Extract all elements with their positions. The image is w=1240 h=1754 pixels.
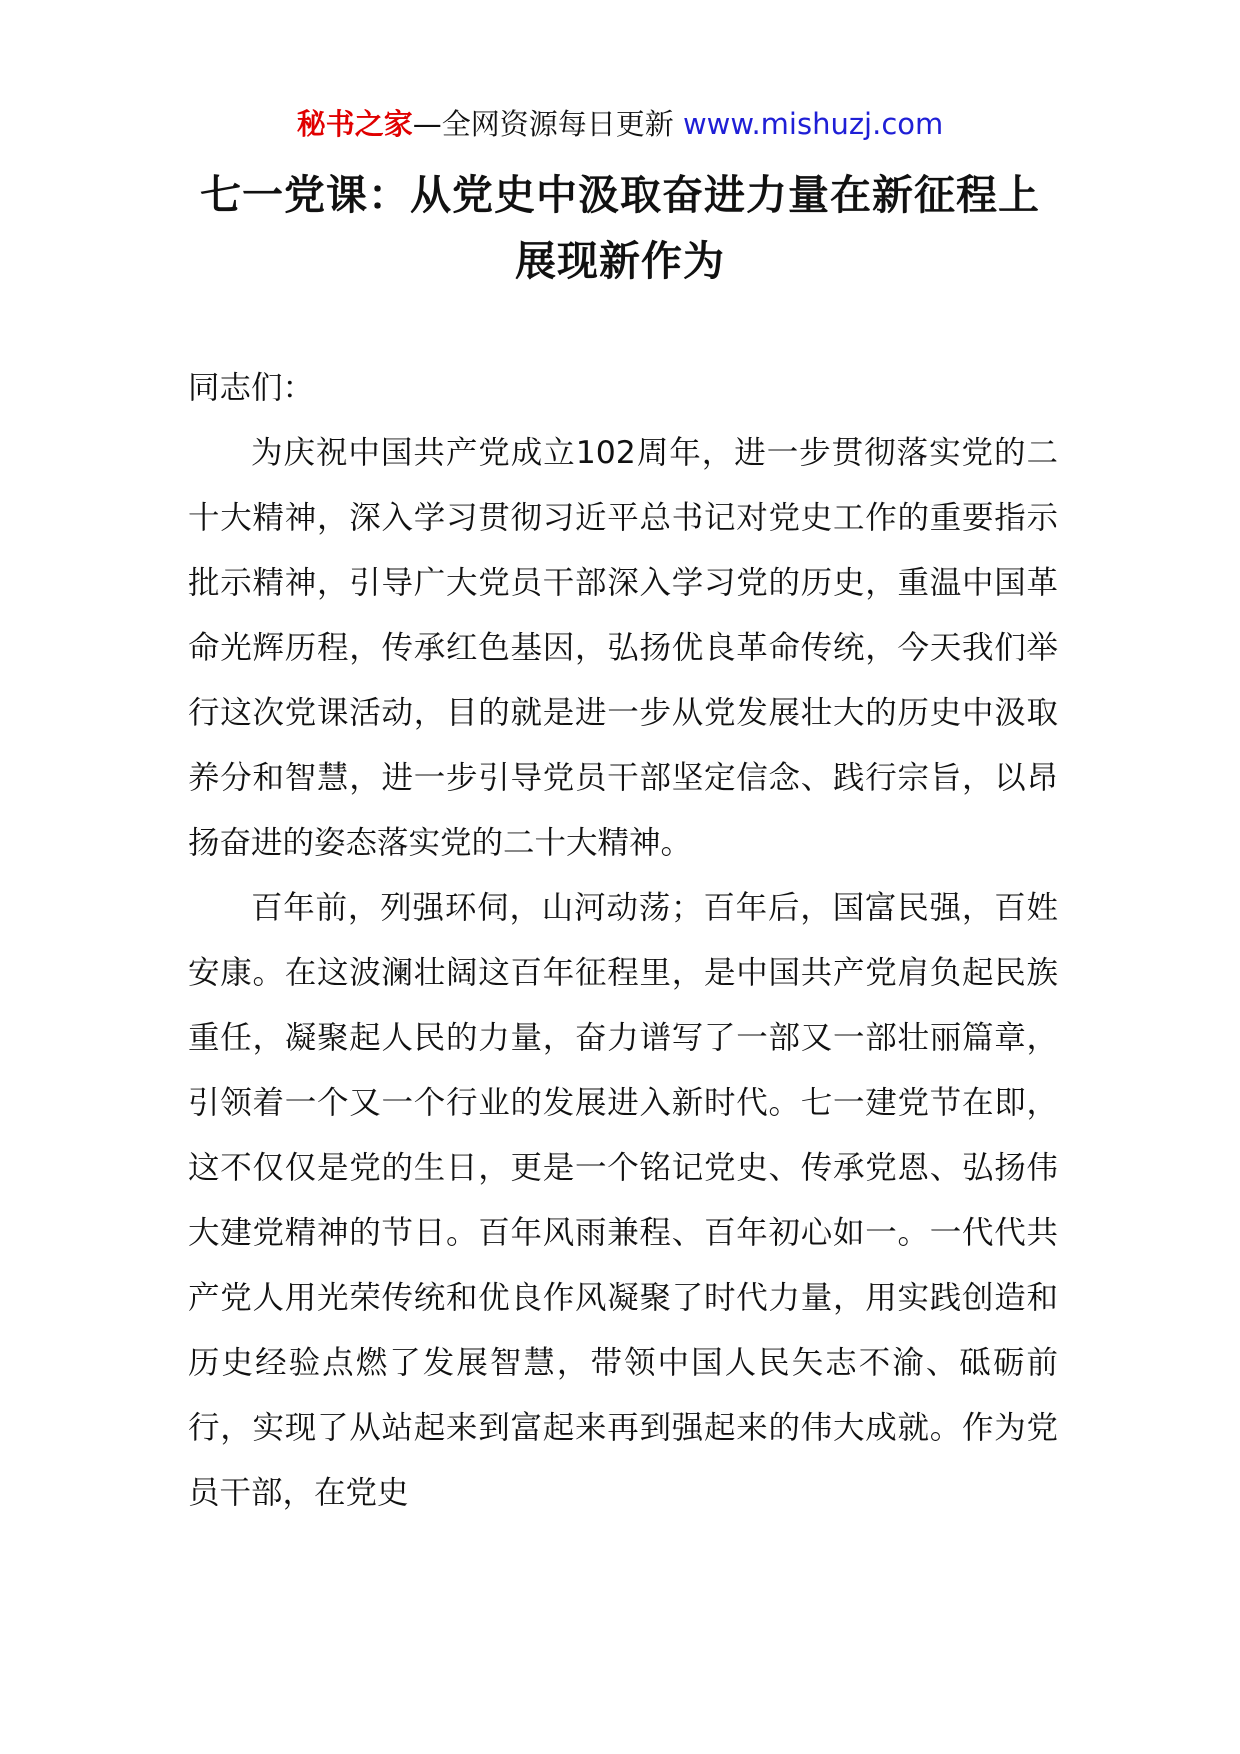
document-title: 七一党课：从党史中汲取奋进力量在新征程上展现新作为 <box>200 171 1040 285</box>
site-url: www.mishuzj.com <box>682 107 944 141</box>
document-body <box>188 356 1058 1526</box>
paragraph: 百年前，列强环伺，山河动荡；百年后，国富民强，百姓安康。在这波澜壮阔这百年征程里，是中国共产党肩负起民族重任，凝聚起人民的力量，奋力谱写了一部又一部壮丽篇章，引领着一个又一个行业的发展进入新时代。七一建党节在即，这不仅仅是党的生日，更是一个铭记党史、传承党恩、弘扬伟大建党精神的节日。百年风雨兼程、百年初心如一。一代代共产党人用光荣传统和优良作风凝聚了时代力量，用实践创造和历史经验点燃了发展智慧，带领中国人民矢志不渝、砥砺前行，实现了从站起来到富起来再到强起来的伟大成就。作为党员干部，在党史 <box>188 890 1058 1511</box>
site-tagline: —全网资源每日更新 <box>412 107 683 141</box>
site-brand: 秘书之家 <box>296 107 413 141</box>
site-header <box>0 102 1240 146</box>
paragraph: 为庆祝中国共产党成立102周年，进一步贯彻落实党的二十大精神，深入学习贯彻习近平总书记对党史工作的重要指示批示精神，引导广大党员干部深入学习党的历史，重温中国革命光辉历程，传承红色基因，弘扬优良革命传统，今天我们举行这次党课活动，目的就是进一步从党发展壮大的历史中汲取养分和智慧，进一步引导党员干部坚定信念、践行宗旨，以昂扬奋进的姿态落实党的二十大精神。 <box>188 435 1058 861</box>
salutation: 同志们： <box>188 370 315 406</box>
